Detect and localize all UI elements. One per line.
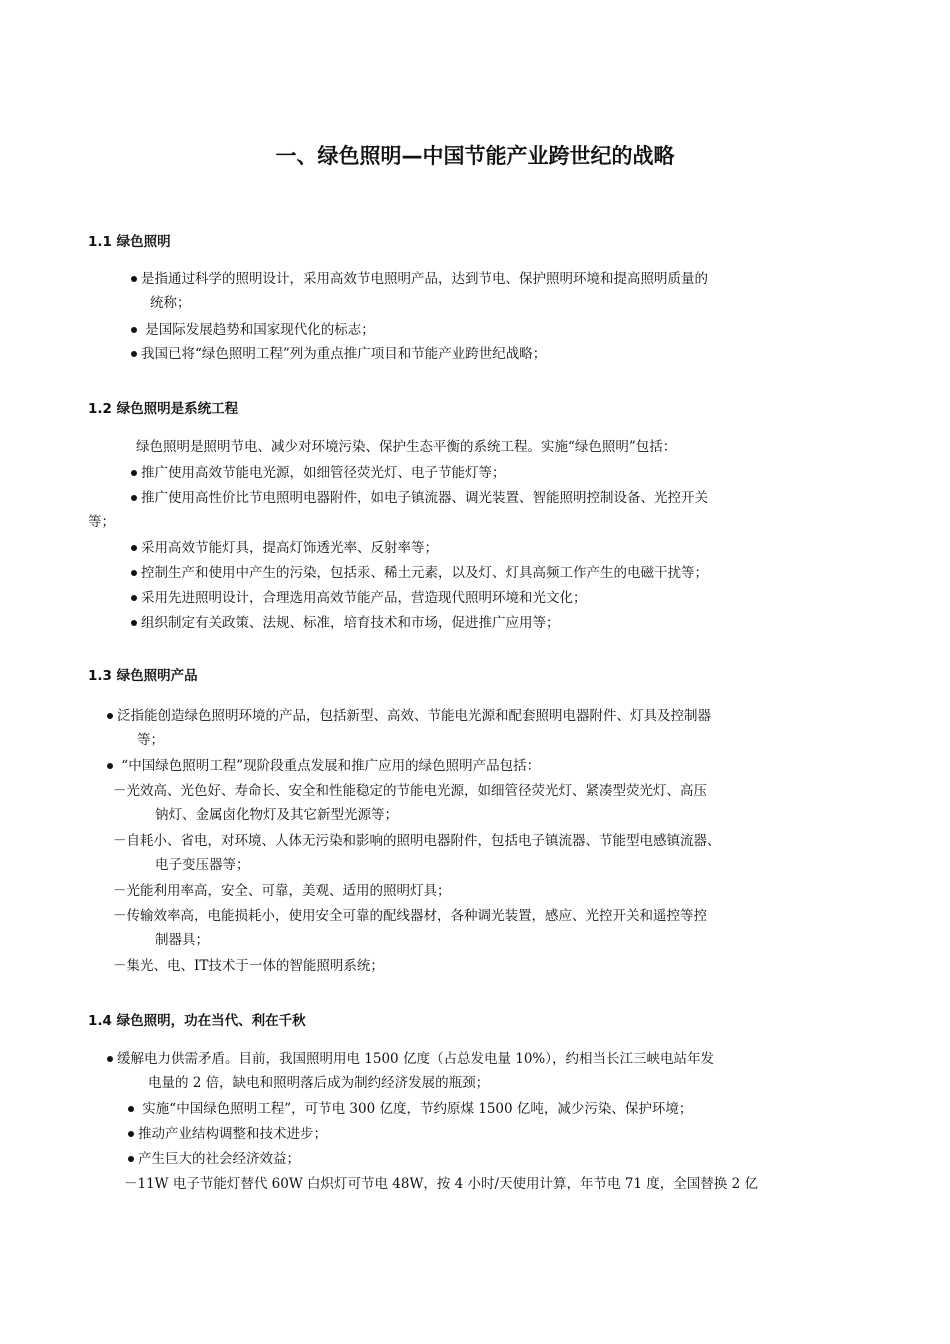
bullet-icon (131, 327, 137, 333)
list-item-continuation: 等； (137, 732, 164, 748)
dash-item: －集光、电、IT技术于一体的智能照明系统； (113, 958, 384, 974)
list-item: 缓解电力供需矛盾。目前，我国照明用电 1500 亿度（占总发电量 10%），约相当长江三峡电站年发 (107, 1048, 714, 1070)
bullet-icon (128, 1106, 134, 1112)
dash-item: －11W 电子节能灯替代 60W 白炽灯可节电 48W，按 4 小时/天使用计算，年节电 71 度，全国替换 2 亿 (124, 1176, 758, 1192)
list-item: 组织制定有关政策、法规、标准，培育技术和市场，促进推广应用等； (131, 612, 560, 634)
list-item: 采用先进照明设计，合理选用高效节能产品，营造现代照明环境和光文化； (131, 587, 587, 609)
paragraph: 绿色照明是照明节电、减少对环境污染、保护生态平衡的系统工程。实施“绿色照明”包括： (136, 439, 677, 455)
dash-item: －传输效率高，电能损耗小，使用安全可靠的配线器材，各种调光装置，感应、光控开关和遥控等控 (113, 908, 707, 924)
list-item: 推广使用高性价比节电照明电器附件，如电子镇流器、调光装置、智能照明控制设备、光控开关 (131, 487, 708, 509)
section-heading-1-2: 1.2 绿色照明是系统工程 (88, 401, 239, 417)
bullet-icon (131, 620, 137, 626)
bullet-icon (131, 351, 137, 357)
section-heading-1-4: 1.4 绿色照明，功在当代、利在千秋 (88, 1013, 306, 1029)
dash-item-continuation: 钠灯、金属卤化物灯及其它新型光源等； (155, 807, 398, 823)
dash-item: －自耗小、省电，对环境、人体无污染和影响的照明电器附件，包括电子镇流器、节能型电感镇流器、 (113, 833, 721, 849)
bullet-icon (131, 470, 137, 476)
bullet-icon (131, 595, 137, 601)
list-item-continuation: 统称； (150, 295, 191, 311)
list-item: “中国绿色照明工程”现阶段重点发展和推广应用的绿色照明产品包括： (107, 755, 540, 777)
bullet-icon (107, 763, 113, 769)
list-item: 我国已将“绿色照明工程”列为重点推广项目和节能产业跨世纪战略； (131, 343, 546, 365)
page-title: 一、绿色照明—中国节能产业跨世纪的战略 (275, 144, 675, 168)
list-item: 是指通过科学的照明设计，采用高效节电照明产品，达到节电、保护照明环境和提高照明质量的 (131, 268, 708, 290)
bullet-icon (131, 495, 137, 501)
bullet-icon (131, 545, 137, 551)
list-item: 推广使用高效节能电光源，如细管径荧光灯、电子节能灯等； (131, 462, 506, 484)
section-heading-1-1: 1.1 绿色照明 (88, 234, 171, 250)
list-item: 泛指能创造绿色照明环境的产品，包括新型、高效、节能电光源和配套照明电器附件、灯具及控制器 (107, 705, 711, 727)
bullet-icon (107, 713, 113, 719)
bullet-icon (128, 1156, 134, 1162)
dash-item-continuation: 电子变压器等； (155, 857, 250, 873)
bullet-icon (128, 1131, 134, 1137)
list-item: 产生巨大的社会经济效益； (128, 1148, 300, 1170)
list-item: 控制生产和使用中产生的污染，包括汞、稀土元素，以及灯、灯具高频工作产生的电磁干扰等； (131, 562, 708, 584)
dash-item: －光能利用率高，安全、可靠，美观、适用的照明灯具； (113, 883, 451, 899)
dash-item: －光效高、光色好、寿命长、安全和性能稳定的节能电光源，如细管径荧光灯、紧凑型荧光灯、高压 (113, 783, 707, 799)
bullet-icon (131, 276, 137, 282)
list-item: 采用高效节能灯具，提高灯饰透光率、反射率等； (131, 537, 438, 559)
bullet-icon (107, 1056, 113, 1062)
list-item-continuation: 等； (88, 514, 115, 530)
dash-item-continuation: 制器具； (155, 932, 209, 948)
list-item: 实施“中国绿色照明工程”，可节电 300 亿度，节约原煤 1500 亿吨，减少污染、保护环境； (128, 1098, 692, 1120)
list-item: 推动产业结构调整和技术进步； (128, 1123, 327, 1145)
list-item-continuation: 电量的 2 倍，缺电和照明落后成为制约经济发展的瓶颈； (148, 1075, 490, 1091)
list-item: 是国际发展趋势和国家现代化的标志； (131, 319, 375, 341)
bullet-icon (131, 570, 137, 576)
section-heading-1-3: 1.3 绿色照明产品 (88, 668, 198, 684)
